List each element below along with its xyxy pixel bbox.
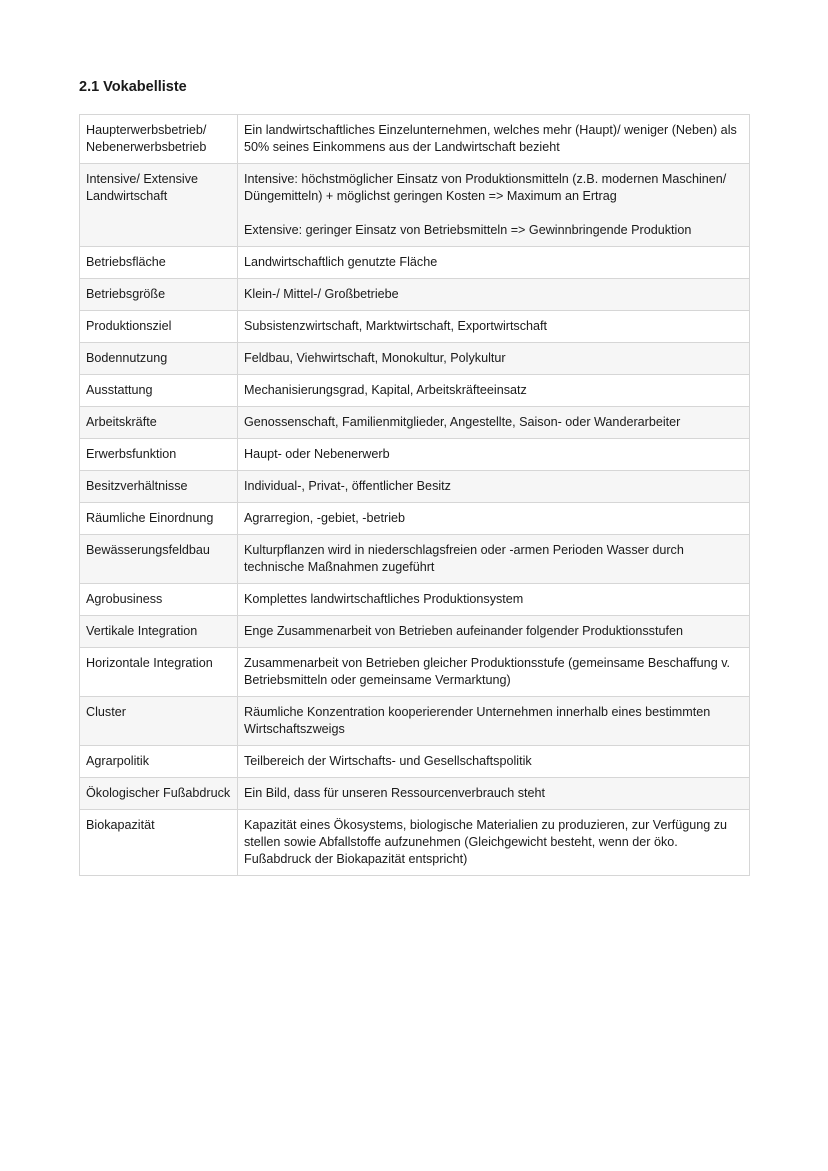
definition-paragraph: Intensive: höchstmöglicher Einsatz von Produktionsmitteln (z.B. modernen Maschinen/ Düngemitteln) + möglichst geringen Kosten => Maximum an Ertrag	[244, 172, 727, 203]
table-row	[80, 503, 750, 535]
vocab-definition	[238, 247, 750, 279]
vocab-definition	[238, 115, 750, 164]
definition-paragraph: Ein landwirtschaftliches Einzelunternehmen, welches mehr (Haupt)/ weniger (Neben) als 50% seines Einkommens aus der Landwirtschaft bezieht	[244, 123, 737, 154]
vocab-term: Agrarpolitik	[80, 746, 238, 778]
table-row	[80, 439, 750, 471]
page-title: 2.1 Vokabelliste	[79, 79, 187, 95]
definition-paragraph: Enge Zusammenarbeit von Betrieben aufeinander folgender Produktionsstufen	[244, 624, 683, 638]
vocab-definition	[238, 648, 750, 697]
vocab-term: Intensive/ Extensive Landwirtschaft	[80, 164, 238, 247]
vocab-definition	[238, 311, 750, 343]
table-row	[80, 471, 750, 503]
definition-paragraph: Genossenschaft, Familienmitglieder, Angestellte, Saison- oder Wanderarbeiter	[244, 415, 681, 429]
definition-paragraph: Subsistenzwirtschaft, Marktwirtschaft, Exportwirtschaft	[244, 319, 548, 333]
table-row	[80, 535, 750, 584]
vocab-definition	[238, 584, 750, 616]
definition-paragraph: Feldbau, Viehwirtschaft, Monokultur, Polykultur	[244, 351, 506, 365]
definition-paragraph: Landwirtschaftlich genutzte Fläche	[244, 255, 438, 269]
vocab-definition	[238, 535, 750, 584]
definition-paragraph: Extensive: geringer Einsatz von Betriebsmitteln => Gewinnbringende Produktion	[244, 223, 692, 237]
vocab-definition	[238, 375, 750, 407]
table-row	[80, 697, 750, 746]
vocab-term: Produktionsziel	[80, 311, 238, 343]
vocab-term: Erwerbsfunktion	[80, 439, 238, 471]
vocab-definition	[238, 778, 750, 810]
definition-paragraph: Komplettes landwirtschaftliches Produktionsystem	[244, 592, 524, 606]
vocab-definition	[238, 164, 750, 247]
table-row	[80, 407, 750, 439]
table-row	[80, 616, 750, 648]
definition-paragraph: Agrarregion, -gebiet, -betrieb	[244, 511, 406, 525]
definition-paragraph: Mechanisierungsgrad, Kapital, Arbeitskräfteeinsatz	[244, 383, 527, 397]
table-row	[80, 375, 750, 407]
table-row	[80, 164, 750, 247]
definition-paragraph: Klein-/ Mittel-/ Großbetriebe	[244, 287, 399, 301]
vocab-term: Räumliche Einordnung	[80, 503, 238, 535]
vocab-term: Horizontale Integration	[80, 648, 238, 697]
definition-paragraph: Kapazität eines Ökosystems, biologische Materialien zu produzieren, zur Verfügung zu stellen sowie Abfallstoffe aufzunehmen (Gleichgewicht besteht, wenn der öko. Fußabdruck der Biokapazität entspricht)	[244, 818, 728, 866]
table-row	[80, 648, 750, 697]
vocab-term: Haupterwerbsbetrieb/ Nebenerwerbsbetrieb	[80, 115, 238, 164]
definition-paragraph: Ein Bild, dass für unseren Ressourcenverbrauch steht	[244, 786, 546, 800]
definition-paragraph: Räumliche Konzentration kooperierender Unternehmen innerhalb eines bestimmten Wirtschaftszweigs	[244, 705, 711, 736]
vocab-definition	[238, 810, 750, 876]
vocabulary-table-body	[80, 115, 750, 876]
table-row	[80, 746, 750, 778]
vocabulary-table	[79, 114, 750, 876]
table-row	[80, 115, 750, 164]
vocab-term: Bewässerungsfeldbau	[80, 535, 238, 584]
vocab-term: Besitzverhältnisse	[80, 471, 238, 503]
vocab-term: Biokapazität	[80, 810, 238, 876]
vocab-definition	[238, 343, 750, 375]
vocab-term: Ökologischer Fußabdruck	[80, 778, 238, 810]
table-row	[80, 311, 750, 343]
definition-paragraph: Individual-, Privat-, öffentlicher Besitz	[244, 479, 451, 493]
vocab-term: Betriebsfläche	[80, 247, 238, 279]
vocab-term: Arbeitskräfte	[80, 407, 238, 439]
vocab-definition	[238, 616, 750, 648]
vocab-term: Vertikale Integration	[80, 616, 238, 648]
vocab-term: Betriebsgröße	[80, 279, 238, 311]
table-row	[80, 247, 750, 279]
vocab-term: Ausstattung	[80, 375, 238, 407]
vocab-term: Cluster	[80, 697, 238, 746]
vocab-definition	[238, 407, 750, 439]
vocab-definition	[238, 471, 750, 503]
table-row	[80, 584, 750, 616]
table-row	[80, 778, 750, 810]
definition-paragraph: Kulturpflanzen wird in niederschlagsfreien oder -armen Perioden Wasser durch technische Maßnahmen zugeführt	[244, 543, 684, 574]
table-row	[80, 343, 750, 375]
vocab-definition	[238, 279, 750, 311]
vocab-definition	[238, 503, 750, 535]
vocab-term: Bodennutzung	[80, 343, 238, 375]
vocab-definition	[238, 697, 750, 746]
definition-paragraph: Haupt- oder Nebenerwerb	[244, 447, 390, 461]
vocab-definition	[238, 746, 750, 778]
definition-paragraph: Teilbereich der Wirtschafts- und Gesellschaftspolitik	[244, 754, 532, 768]
definition-paragraph: Zusammenarbeit von Betrieben gleicher Produktionsstufe (gemeinsame Beschaffung v. Betriebsmitteln oder gemeinsame Vermarktung)	[244, 656, 731, 687]
vocab-definition	[238, 439, 750, 471]
table-row	[80, 279, 750, 311]
vocab-term: Agrobusiness	[80, 584, 238, 616]
table-row	[80, 810, 750, 876]
